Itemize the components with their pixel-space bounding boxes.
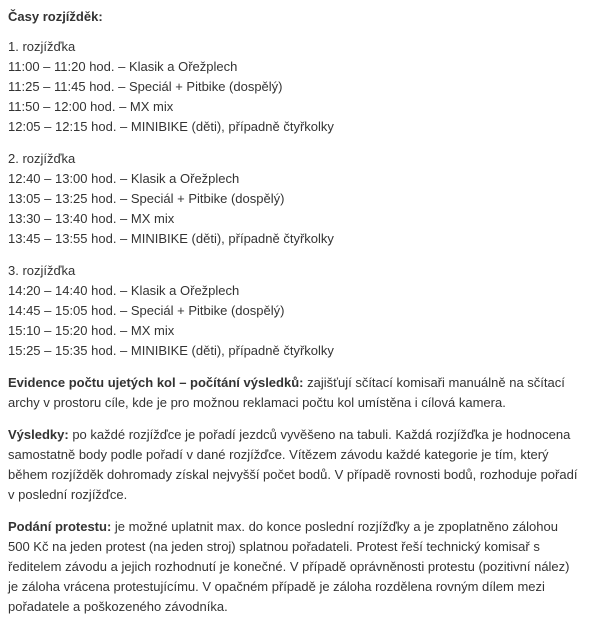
race-block-2 [8, 149, 582, 249]
race-time-line: 15:25 – 15:35 hod. – MINIBIKE (děti), případně čtyřkolky [8, 343, 334, 358]
race-time-line: 12:40 – 13:00 hod. – Klasik a Ořežplech [8, 171, 240, 186]
race-title: 2. rozjížďka [8, 151, 76, 166]
race-block-3 [8, 261, 582, 361]
results-label: Výsledky: [8, 427, 69, 442]
schedule-heading: Časy rozjížděk: [8, 9, 103, 24]
race-time-line: 12:05 – 12:15 hod. – MINIBIKE (děti), případně čtyřkolky [8, 119, 334, 134]
race-time-line: 11:00 – 11:20 hod. – Klasik a Ořežplech [8, 59, 238, 74]
race-time-line: 13:30 – 13:40 hod. – MX mix [8, 211, 175, 226]
race-time-line: 13:45 – 13:55 hod. – MINIBIKE (děti), případně čtyřkolky [8, 231, 334, 246]
evidence-text: zajišťují sčítací komisaři manuálně na sčítací archy v prostoru cíle, kde je pro možnou reklamaci počtu kol umístěna i cílová kamera. [8, 375, 565, 410]
race-time-line: 11:50 – 12:00 hod. – MX mix [8, 99, 174, 114]
race-title: 3. rozjížďka [8, 263, 76, 278]
evidence-paragraph [8, 373, 582, 413]
race-time-line: 14:45 – 15:05 hod. – Speciál + Pitbike (dospělý) [8, 303, 285, 318]
protest-text: je možné uplatnit max. do konce poslední rozjížďky a je zpoplatněno zálohou 500 Kč na jeden protest (na jeden stroj) splatnou pořadateli. Protest řeší technický komisař s ředitelem závodu a jejich rozhodnutí je konečné. V případě oprávněnosti protestu (pozitivní nález) je záloha vrácena protestujícímu. V opačném případě je záloha rozdělena rovným dílem mezi pořadatele a poškozeného závodníka. [8, 519, 570, 614]
race-time-line: 11:25 – 11:45 hod. – Speciál + Pitbike (dospělý) [8, 79, 283, 94]
race-block-1 [8, 37, 582, 137]
evidence-label: Evidence počtu ujetých kol – počítání výsledků: [8, 375, 304, 390]
protest-label: Podání protestu: [8, 519, 112, 534]
results-paragraph [8, 425, 582, 505]
race-time-line: 14:20 – 14:40 hod. – Klasik a Ořežplech [8, 283, 240, 298]
race-time-line: 13:05 – 13:25 hod. – Speciál + Pitbike (dospělý) [8, 191, 285, 206]
results-text: po každé rozjížďce je pořadí jezdců vyvěšeno na tabuli. Každá rozjížďka je hodnocena samostatně body podle pořadí v dané rozjížďce. Vítězem závodu každé kategorie je tím, který během rozjížděk dohromady získal nejvyšší počet bodů. V případě rovnosti bodů, rozhoduje pořadí v poslední rozjížďce. [8, 427, 578, 502]
race-time-line: 15:10 – 15:20 hod. – MX mix [8, 323, 175, 338]
race-title: 1. rozjížďka [8, 39, 76, 54]
protest-paragraph [8, 517, 582, 617]
